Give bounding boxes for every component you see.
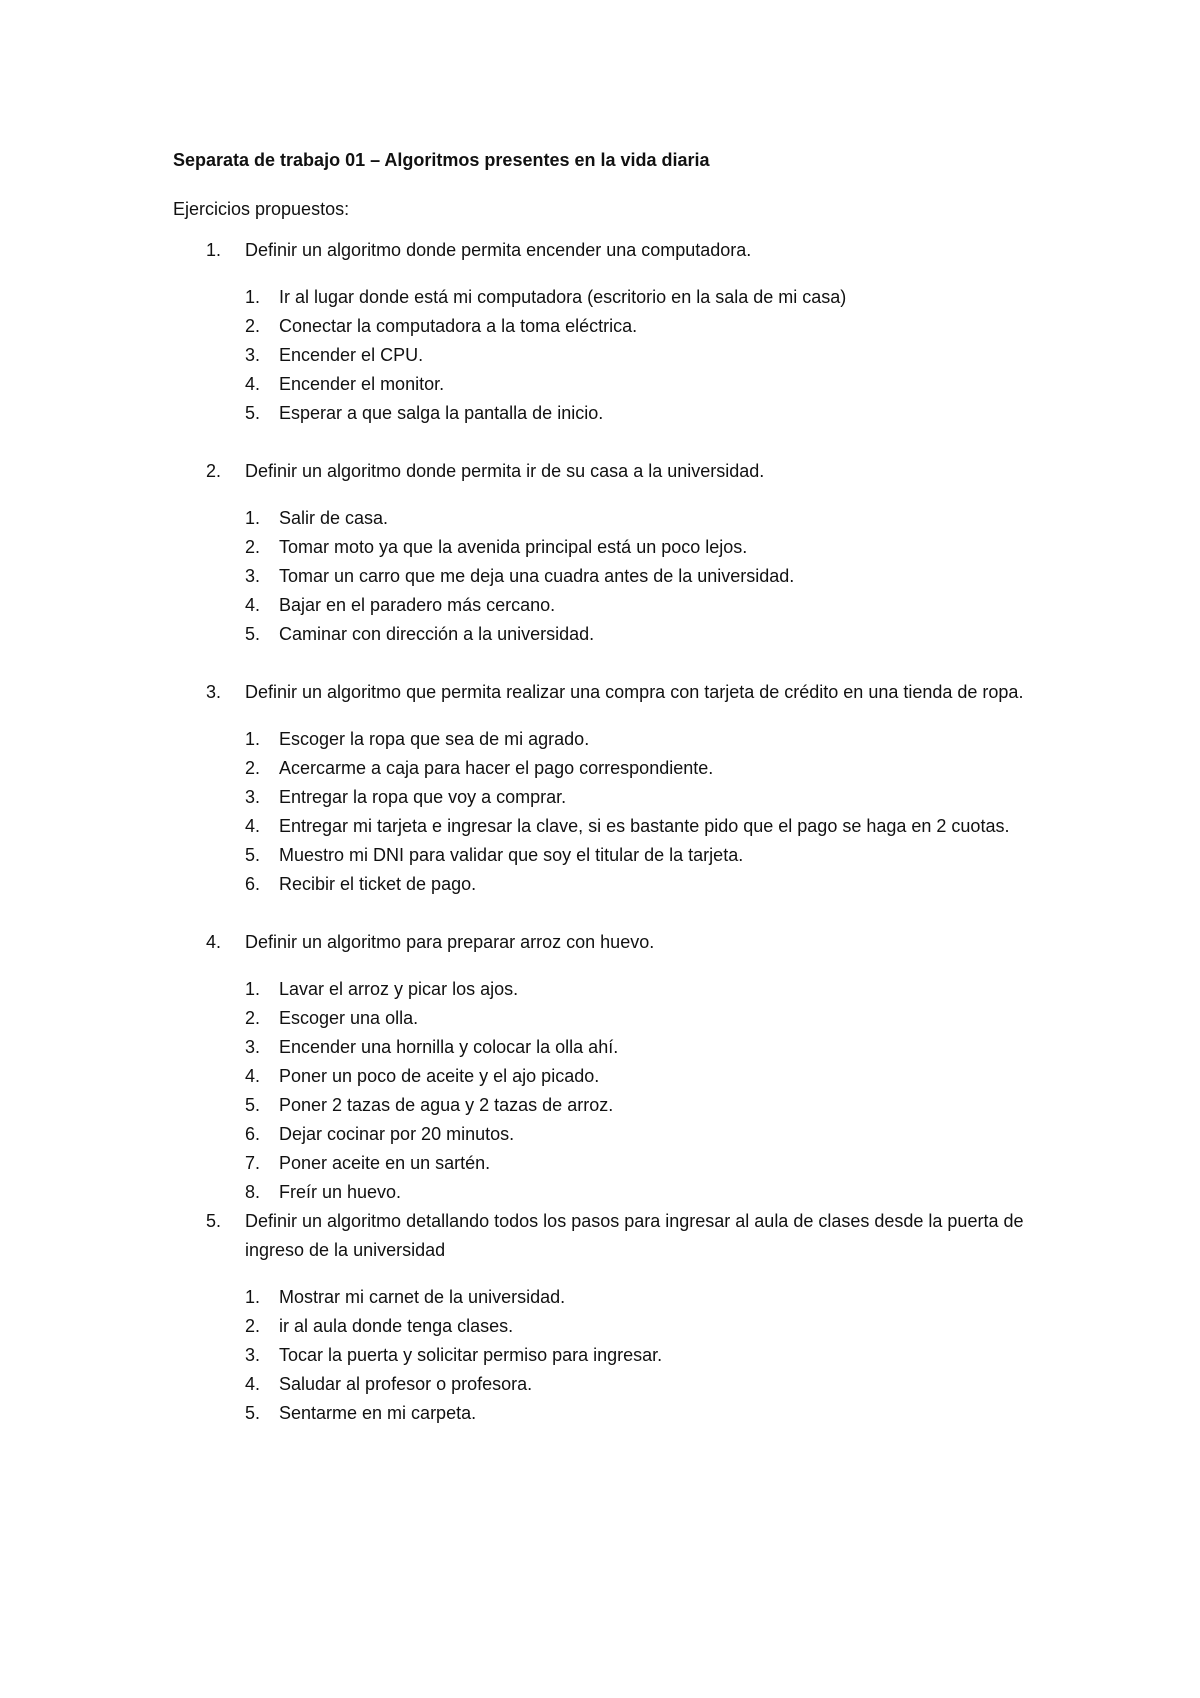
step-number: 1. bbox=[245, 1287, 261, 1307]
list-item bbox=[245, 620, 1053, 649]
document-intro: Ejercicios propuestos: bbox=[173, 199, 350, 219]
step-number: 4. bbox=[245, 595, 261, 615]
step-number: 4. bbox=[245, 1066, 261, 1086]
step-number: 3. bbox=[245, 345, 261, 365]
list-item bbox=[245, 1004, 1053, 1033]
step-text: Lavar el arroz y picar los ajos. bbox=[279, 979, 519, 999]
list-item bbox=[245, 341, 1053, 370]
list-item bbox=[245, 1062, 1053, 1091]
list-item bbox=[245, 841, 1053, 870]
step-text: Muestro mi DNI para validar que soy el titular de la tarjeta. bbox=[279, 845, 744, 865]
exercise-1 bbox=[173, 236, 1053, 428]
document-title: Separata de trabajo 01 – Algoritmos presentes en la vida diaria bbox=[173, 150, 710, 170]
step-number: 4. bbox=[245, 1374, 261, 1394]
step-list bbox=[245, 283, 1053, 428]
step-number: 5. bbox=[245, 845, 261, 865]
step-number: 3. bbox=[245, 1345, 261, 1365]
step-text: Saludar al profesor o profesora. bbox=[279, 1374, 533, 1394]
step-text: Acercarme a caja para hacer el pago correspondiente. bbox=[279, 758, 714, 778]
step-text: Poner 2 tazas de agua y 2 tazas de arroz. bbox=[279, 1095, 614, 1115]
step-number: 5. bbox=[245, 624, 261, 644]
list-item bbox=[245, 1399, 1053, 1428]
step-number: 4. bbox=[245, 816, 261, 836]
step-text: Entregar mi tarjeta e ingresar la clave, si es bastante pido que el pago se haga en 2 cuotas. bbox=[279, 816, 1010, 836]
step-text: Mostrar mi carnet de la universidad. bbox=[279, 1287, 566, 1307]
list-item bbox=[245, 1283, 1053, 1312]
list-item bbox=[245, 1033, 1053, 1062]
step-number: 3. bbox=[245, 787, 261, 807]
step-list bbox=[245, 975, 1053, 1207]
step-number: 8. bbox=[245, 1182, 261, 1202]
step-number: 2. bbox=[245, 758, 261, 778]
document-content bbox=[173, 146, 1053, 1428]
step-list bbox=[245, 1283, 1053, 1428]
list-item bbox=[245, 533, 1053, 562]
step-number: 5. bbox=[245, 1403, 261, 1423]
list-item bbox=[245, 591, 1053, 620]
step-number: 1. bbox=[245, 508, 261, 528]
list-item bbox=[245, 1312, 1053, 1341]
step-number: 5. bbox=[245, 403, 261, 423]
step-text: Freír un huevo. bbox=[279, 1182, 402, 1202]
list-item bbox=[245, 870, 1053, 899]
list-item bbox=[245, 812, 1053, 841]
list-item bbox=[245, 1149, 1053, 1178]
exercise-statement: Definir un algoritmo para preparar arroz con huevo. bbox=[245, 932, 655, 952]
list-item bbox=[245, 725, 1053, 754]
list-item bbox=[245, 1341, 1053, 1370]
step-text: Escoger la ropa que sea de mi agrado. bbox=[279, 729, 590, 749]
exercise-2 bbox=[173, 457, 1053, 649]
list-item bbox=[245, 283, 1053, 312]
list-item bbox=[245, 312, 1053, 341]
step-text: Escoger una olla. bbox=[279, 1008, 419, 1028]
step-number: 2. bbox=[245, 316, 261, 336]
list-item bbox=[245, 783, 1053, 812]
step-text: Tocar la puerta y solicitar permiso para ingresar. bbox=[279, 1345, 663, 1365]
step-number: 6. bbox=[245, 1124, 261, 1144]
exercise-5 bbox=[173, 1207, 1053, 1428]
step-text: Dejar cocinar por 20 minutos. bbox=[279, 1124, 515, 1144]
step-text: Conectar la computadora a la toma eléctrica. bbox=[279, 316, 638, 336]
step-number: 2. bbox=[245, 1316, 261, 1336]
exercise-number: 5. bbox=[206, 1211, 222, 1231]
exercise-statement: Definir un algoritmo detallando todos los pasos para ingresar al aula de clases desde la puerta de ingreso de la universidad bbox=[245, 1211, 1024, 1260]
list-item bbox=[245, 562, 1053, 591]
step-text: Encender el monitor. bbox=[279, 374, 445, 394]
step-list bbox=[245, 725, 1053, 899]
exercise-3 bbox=[173, 678, 1053, 899]
step-number: 7. bbox=[245, 1153, 261, 1173]
list-item bbox=[245, 1370, 1053, 1399]
step-number: 5. bbox=[245, 1095, 261, 1115]
step-number: 6. bbox=[245, 874, 261, 894]
exercise-number: 4. bbox=[206, 932, 222, 952]
list-item bbox=[245, 370, 1053, 399]
step-text: Poner aceite en un sartén. bbox=[279, 1153, 491, 1173]
step-list bbox=[245, 504, 1053, 649]
step-number: 2. bbox=[245, 1008, 261, 1028]
step-text: Encender el CPU. bbox=[279, 345, 424, 365]
step-number: 1. bbox=[245, 979, 261, 999]
step-number: 2. bbox=[245, 537, 261, 557]
step-number: 3. bbox=[245, 1037, 261, 1057]
step-text: Tomar un carro que me deja una cuadra antes de la universidad. bbox=[279, 566, 795, 586]
step-text: Caminar con dirección a la universidad. bbox=[279, 624, 595, 644]
exercise-statement: Definir un algoritmo donde permita encender una computadora. bbox=[245, 240, 752, 260]
step-text: Bajar en el paradero más cercano. bbox=[279, 595, 556, 615]
step-text: Entregar la ropa que voy a comprar. bbox=[279, 787, 567, 807]
step-text: Encender una hornilla y colocar la olla ahí. bbox=[279, 1037, 619, 1057]
step-text: Salir de casa. bbox=[279, 508, 389, 528]
step-number: 1. bbox=[245, 729, 261, 749]
exercise-statement: Definir un algoritmo donde permita ir de su casa a la universidad. bbox=[245, 461, 765, 481]
step-text: Poner un poco de aceite y el ajo picado. bbox=[279, 1066, 600, 1086]
step-text: Ir al lugar donde está mi computadora (escritorio en la sala de mi casa) bbox=[279, 287, 847, 307]
list-item bbox=[245, 1091, 1053, 1120]
step-number: 3. bbox=[245, 566, 261, 586]
exercise-statement: Definir un algoritmo que permita realizar una compra con tarjeta de crédito en una tienda de ropa. bbox=[245, 682, 1024, 702]
exercise-number: 2. bbox=[206, 461, 222, 481]
step-text: ir al aula donde tenga clases. bbox=[279, 1316, 514, 1336]
list-item bbox=[245, 754, 1053, 783]
list-item bbox=[245, 399, 1053, 428]
list-item bbox=[245, 975, 1053, 1004]
exercise-number: 1. bbox=[206, 240, 222, 260]
step-number: 1. bbox=[245, 287, 261, 307]
list-item bbox=[245, 1178, 1053, 1207]
step-text: Esperar a que salga la pantalla de inicio. bbox=[279, 403, 604, 423]
step-text: Tomar moto ya que la avenida principal está un poco lejos. bbox=[279, 537, 748, 557]
exercise-number: 3. bbox=[206, 682, 222, 702]
step-text: Recibir el ticket de pago. bbox=[279, 874, 477, 894]
exercise-4 bbox=[173, 928, 1053, 1207]
list-item bbox=[245, 1120, 1053, 1149]
list-item bbox=[245, 504, 1053, 533]
step-text: Sentarme en mi carpeta. bbox=[279, 1403, 477, 1423]
step-number: 4. bbox=[245, 374, 261, 394]
